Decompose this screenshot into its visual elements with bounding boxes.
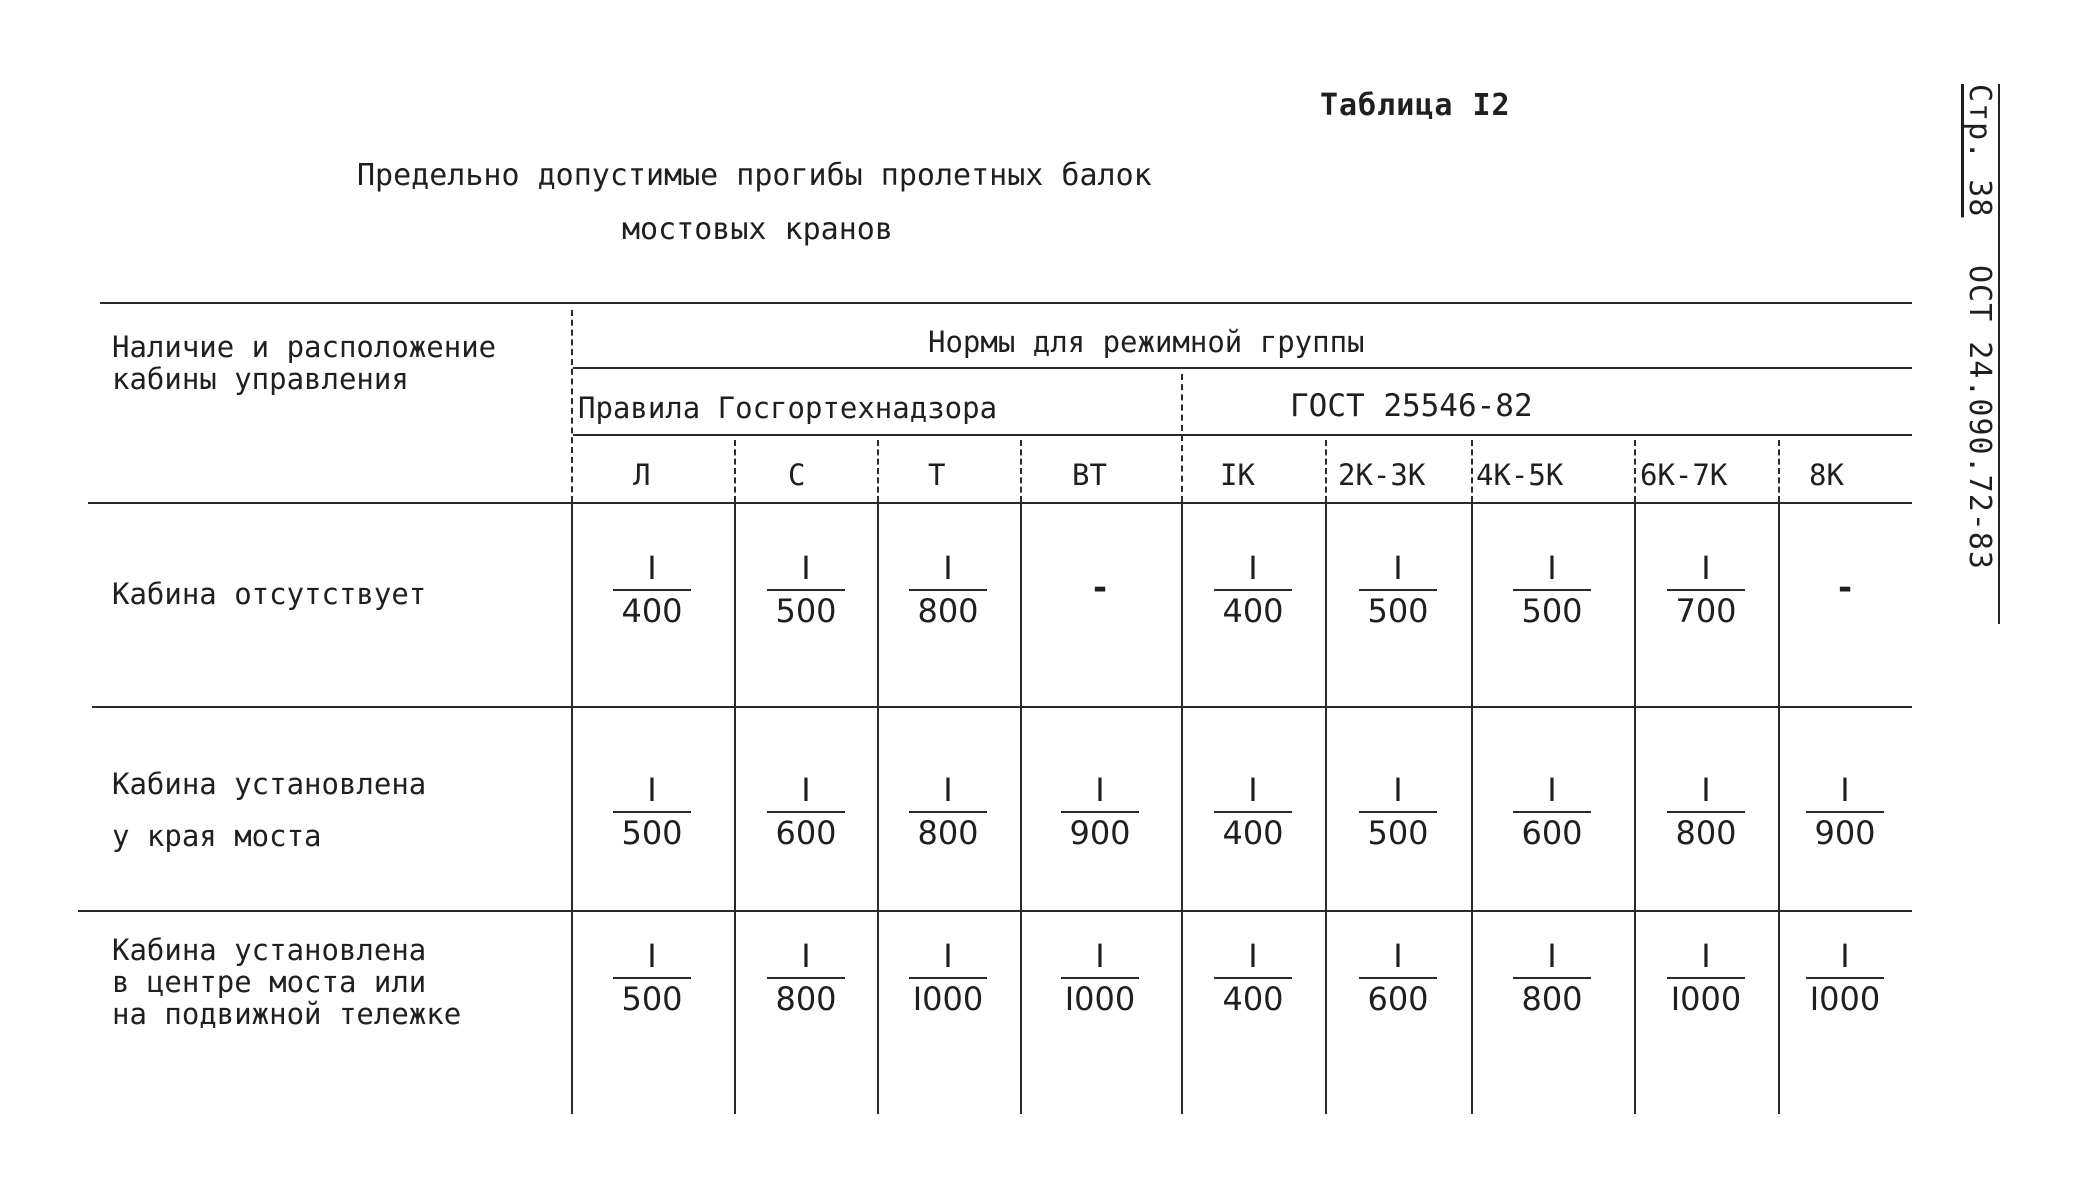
table-cell-fraction — [1208, 550, 1298, 629]
table-cell-fraction — [1800, 772, 1890, 851]
column-divider-body — [1778, 502, 1780, 1114]
column-header: 4К-5К — [1476, 458, 1564, 492]
column-divider-body — [1325, 502, 1327, 1114]
column-divider-body — [877, 502, 879, 1114]
table-cell-fraction — [1055, 938, 1145, 1017]
column-header: ВТ — [1072, 458, 1107, 492]
table-cell-fraction — [1661, 550, 1751, 629]
table-cell-fraction — [1353, 550, 1443, 629]
table-cell-fraction — [903, 938, 993, 1017]
fraction-denominator: 800 — [917, 592, 979, 630]
table-cell-fraction — [1507, 772, 1597, 851]
fraction-numerator: I — [943, 937, 953, 975]
table-cell-fraction — [1800, 938, 1890, 1017]
column-divider — [877, 440, 879, 502]
table-cell-fraction — [1507, 938, 1597, 1017]
column-divider-body — [1471, 502, 1473, 1114]
fraction-denominator: 500 — [1521, 592, 1583, 630]
fraction-numerator: I — [1248, 937, 1258, 975]
fraction-denominator: 600 — [1521, 814, 1583, 852]
fraction-numerator: I — [1840, 937, 1850, 975]
fraction-numerator: I — [1701, 549, 1711, 587]
fraction-denominator: 800 — [1521, 980, 1583, 1018]
table-cell-fraction — [1661, 772, 1751, 851]
fraction-denominator: 800 — [1675, 814, 1737, 852]
column-header: Л — [633, 458, 651, 492]
fraction-denominator: 600 — [775, 814, 837, 852]
row-label: Кабина установлена у края моста — [112, 767, 427, 853]
fraction-numerator: I — [801, 771, 811, 809]
standard-number: ОСТ 24.090.72-83 — [1962, 264, 1997, 570]
fraction-denominator: 400 — [1222, 980, 1284, 1018]
column-divider-body — [1181, 502, 1183, 1114]
column-header: 2К-3К — [1338, 458, 1426, 492]
norms-header: Нормы для режимной группы — [928, 325, 1365, 359]
table-cell-fraction — [761, 772, 851, 851]
table-title-line-2: мостовых кранов — [622, 212, 893, 247]
row-rule-2 — [78, 910, 1912, 912]
stub-divider — [571, 310, 573, 502]
table-cell-fraction — [903, 550, 993, 629]
fraction-numerator: I — [647, 937, 657, 975]
table-cell-fraction — [1353, 772, 1443, 851]
table-cell-fraction — [1507, 550, 1597, 629]
page-number: Стр. 38 — [1962, 84, 1997, 218]
table-cell-fraction — [1353, 938, 1443, 1017]
table-cell-dash: - — [1092, 568, 1108, 608]
fraction-denominator: I000 — [1670, 980, 1742, 1018]
fraction-numerator: I — [801, 937, 811, 975]
side-header — [1958, 84, 2000, 624]
groups-rule — [573, 434, 1912, 436]
gost-group-header: ГОСТ 25546-82 — [1290, 388, 1533, 424]
table-cell-fraction — [607, 550, 697, 629]
column-header: С — [788, 458, 806, 492]
column-divider — [1634, 440, 1636, 502]
table-title-line-1: Предельно допустимые прогибы пролетных балок — [357, 158, 1152, 193]
column-header: 6К-7К — [1640, 458, 1728, 492]
fraction-denominator: 900 — [1814, 814, 1876, 852]
table-cell-fraction — [761, 550, 851, 629]
table-cell-fraction — [607, 772, 697, 851]
fraction-numerator: I — [943, 549, 953, 587]
column-header: 8К — [1809, 458, 1844, 492]
norms-rule — [573, 367, 1912, 369]
row-header-line-2: кабины управления — [112, 362, 409, 396]
fraction-numerator: I — [1547, 771, 1557, 809]
table-cell-fraction — [1055, 772, 1145, 851]
fraction-numerator: I — [1393, 549, 1403, 587]
column-divider-body — [1020, 502, 1022, 1114]
group-divider — [1181, 374, 1183, 502]
table-cell-fraction — [1208, 938, 1298, 1017]
fraction-numerator: I — [1547, 549, 1557, 587]
table-cell-dash: - — [1837, 568, 1853, 608]
table-top-rule — [100, 302, 1912, 304]
table-label: Таблица I2 — [1320, 88, 1511, 123]
table-cell-fraction — [1208, 772, 1298, 851]
fraction-numerator: I — [1701, 771, 1711, 809]
fraction-denominator: 400 — [1222, 814, 1284, 852]
fraction-denominator: 500 — [621, 814, 683, 852]
fraction-numerator: I — [647, 771, 657, 809]
column-divider — [1020, 440, 1022, 502]
fraction-numerator: I — [1248, 549, 1258, 587]
fraction-denominator: 500 — [1367, 592, 1429, 630]
fraction-numerator: I — [647, 549, 657, 587]
fraction-numerator: I — [1248, 771, 1258, 809]
header-bottom-rule — [88, 502, 1912, 504]
table-cell-fraction — [1661, 938, 1751, 1017]
fraction-denominator: 800 — [775, 980, 837, 1018]
fraction-denominator: 600 — [1367, 980, 1429, 1018]
column-divider — [1325, 440, 1327, 502]
row-rule-1 — [92, 706, 1912, 708]
fraction-numerator: I — [801, 549, 811, 587]
fraction-numerator: I — [943, 771, 953, 809]
row-label: Кабина установлена в центре моста или на подвижной тележке — [112, 933, 462, 1031]
fraction-denominator: 700 — [1675, 592, 1737, 630]
fraction-numerator: I — [1095, 937, 1105, 975]
column-divider-body — [734, 502, 736, 1114]
table-cell-fraction — [607, 938, 697, 1017]
row-label: Кабина отсутствует — [112, 577, 427, 611]
row-header-line-1: Наличие и расположение — [112, 330, 497, 364]
fraction-denominator: 400 — [1222, 592, 1284, 630]
fraction-numerator: I — [1701, 937, 1711, 975]
column-divider — [1778, 440, 1780, 502]
stub-divider-body — [571, 502, 573, 1114]
fraction-denominator: 500 — [621, 980, 683, 1018]
fraction-denominator: I000 — [912, 980, 984, 1018]
rules-group-header: Правила Госгортехнадзора — [578, 391, 998, 425]
fraction-denominator: 400 — [621, 592, 683, 630]
fraction-numerator: I — [1393, 937, 1403, 975]
column-header: IК — [1220, 458, 1255, 492]
fraction-denominator: 900 — [1069, 814, 1131, 852]
fraction-denominator: 500 — [1367, 814, 1429, 852]
fraction-denominator: I000 — [1809, 980, 1881, 1018]
column-divider-body — [1634, 502, 1636, 1114]
table-cell-fraction — [903, 772, 993, 851]
fraction-numerator: I — [1393, 771, 1403, 809]
fraction-numerator: I — [1095, 771, 1105, 809]
fraction-denominator: I000 — [1064, 980, 1136, 1018]
column-header: Т — [928, 458, 946, 492]
fraction-numerator: I — [1840, 771, 1850, 809]
column-divider — [1471, 440, 1473, 502]
fraction-denominator: 800 — [917, 814, 979, 852]
fraction-numerator: I — [1547, 937, 1557, 975]
fraction-denominator: 500 — [775, 592, 837, 630]
column-divider — [734, 440, 736, 502]
table-cell-fraction — [761, 938, 851, 1017]
